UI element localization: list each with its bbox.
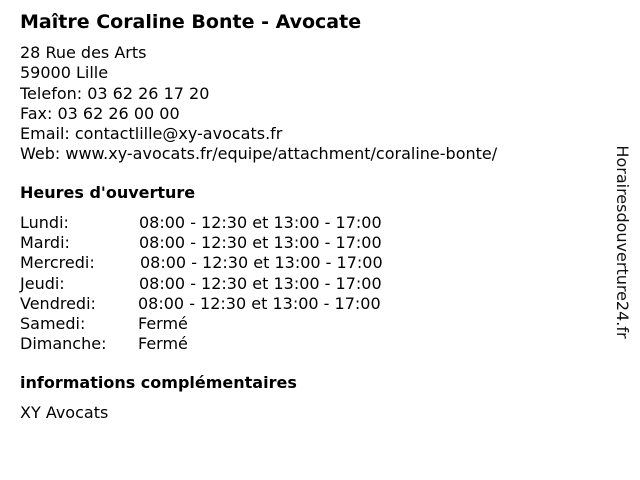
fax-number: Fax: 03 62 26 00 00 (20, 103, 180, 123)
time-value: Fermé (138, 313, 188, 333)
day-label: Samedi: (20, 313, 86, 333)
website-link: Web: www.xy-avocats.fr/equipe/attachment/coraline-bonte/ (20, 144, 498, 164)
city: 59000 Lille (20, 63, 109, 83)
day-label: Mardi: (20, 233, 70, 253)
page-title: Maître Coraline Bonte - Avocate (20, 11, 362, 33)
email-address: Email: contactlille@xy-avocats.fr (20, 124, 283, 144)
additional-info-heading: informations complémentaires (20, 373, 297, 392)
site-watermark: Horairesdouverture24.fr (613, 145, 632, 339)
time-value: 08:00 - 12:30 et 13:00 - 17:00 (139, 213, 382, 232)
opening-hours-heading: Heures d'ouverture (20, 183, 196, 202)
time-value: 08:00 - 12:30 et 13:00 - 17:00 (139, 273, 382, 293)
time-value: 08:00 - 12:30 et 13:00 - 17:00 (140, 253, 383, 273)
day-label: Mercredi: (20, 253, 95, 273)
day-label: Lundi: (20, 213, 69, 232)
contact-block (20, 43, 497, 165)
time-value: 08:00 - 12:30 et 13:00 - 17:00 (139, 233, 382, 253)
time-value: Fermé (138, 334, 188, 354)
time-value: 08:00 - 12:30 et 13:00 - 17:00 (138, 293, 381, 313)
day-label: Vendredi: (20, 293, 96, 313)
street-address: 28 Rue des Arts (20, 43, 147, 62)
phone-number: Telefon: 03 62 26 17 20 (20, 83, 210, 103)
additional-info-text: XY Avocats (20, 403, 109, 422)
day-label: Dimanche: (20, 334, 107, 354)
day-label: Jeudi: (20, 273, 65, 293)
